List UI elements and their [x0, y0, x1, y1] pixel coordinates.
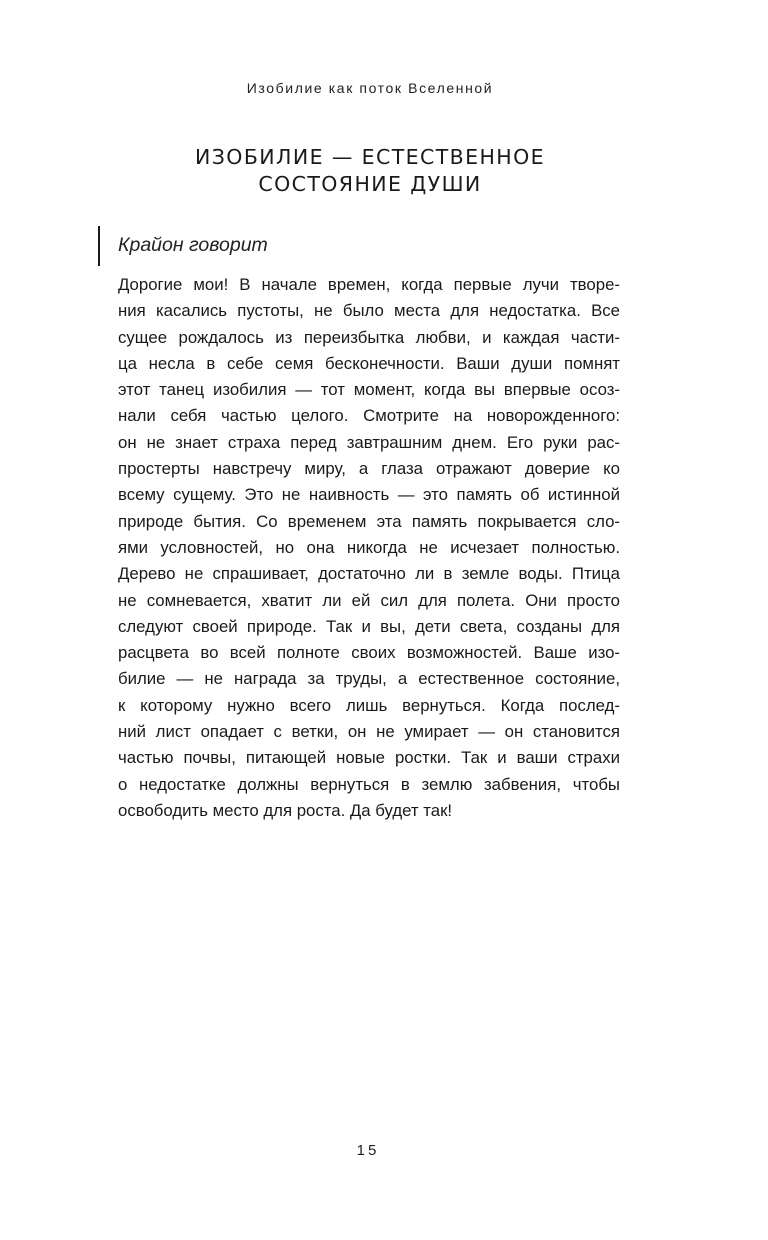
text-line: нали себя частью целого. Смотрите на новорожденного: [118, 406, 620, 426]
text-line: ца несла в себе семя бесконечности. Ваши души помнят [118, 353, 620, 373]
text-line: этот танец изобилия — тот момент, когда вы впервые осоз- [118, 380, 620, 400]
text-line: сущее рождалось из переизбытка любви, и каждая части- [118, 327, 620, 347]
chapter-title-line: ИЗОБИЛИЕ — ЕСТЕСТВЕННОЕ [195, 145, 545, 169]
speaker-marker-bar [98, 226, 100, 266]
text-line: Дерево не спрашивает, достаточно ли в земле воды. Птица [118, 564, 620, 584]
text-line: он не знает страха перед завтрашним днем. Его руки рас- [118, 432, 620, 452]
body-paragraph [118, 272, 620, 824]
chapter-title-line: СОСТОЯНИЕ ДУШИ [258, 172, 482, 196]
speaker-heading: Крайон говорит [118, 234, 268, 256]
running-head: Изобилие как поток Вселенной [246, 80, 494, 96]
text-line: природе бытия. Со временем эта память покрывается сло- [118, 511, 620, 531]
text-line: Дорогие мои! В начале времен, когда первые лучи творе- [118, 275, 620, 294]
text-line: следуют своей природе. Так и вы, дети света, созданы для [118, 616, 620, 636]
text-line: к которому нужно всего лишь вернуться. Когда послед- [118, 695, 620, 715]
text-line: ями условностей, но она никогда не исчезает полностью. [118, 537, 620, 557]
text-line: не сомневается, хватит ли ей сил для полета. Они просто [118, 590, 620, 610]
text-line: билие — не награда за труды, а естественное состояние, [118, 669, 620, 689]
text-line: ний лист опадает с ветки, он не умирает — он становится [118, 722, 620, 742]
text-line: частью почвы, питающей новые ростки. Так и ваши страхи [118, 748, 620, 768]
text-line: освободить место для роста. Да будет так! [118, 800, 453, 820]
text-line: о недостатке должны вернуться в землю забвения, чтобы [118, 774, 620, 794]
text-line: ния касались пустоты, не было места для недостатка. Все [118, 301, 620, 321]
page-number: 15 [356, 1142, 380, 1159]
text-line: всему сущему. Это не наивность — это память об истинной [118, 485, 620, 505]
text-line: простерты навстречу миру, а глаза отражают доверие ко [118, 459, 620, 479]
text-line: расцвета во всей полноте своих возможностей. Ваше изо- [118, 643, 620, 663]
chapter-title [0, 144, 740, 198]
